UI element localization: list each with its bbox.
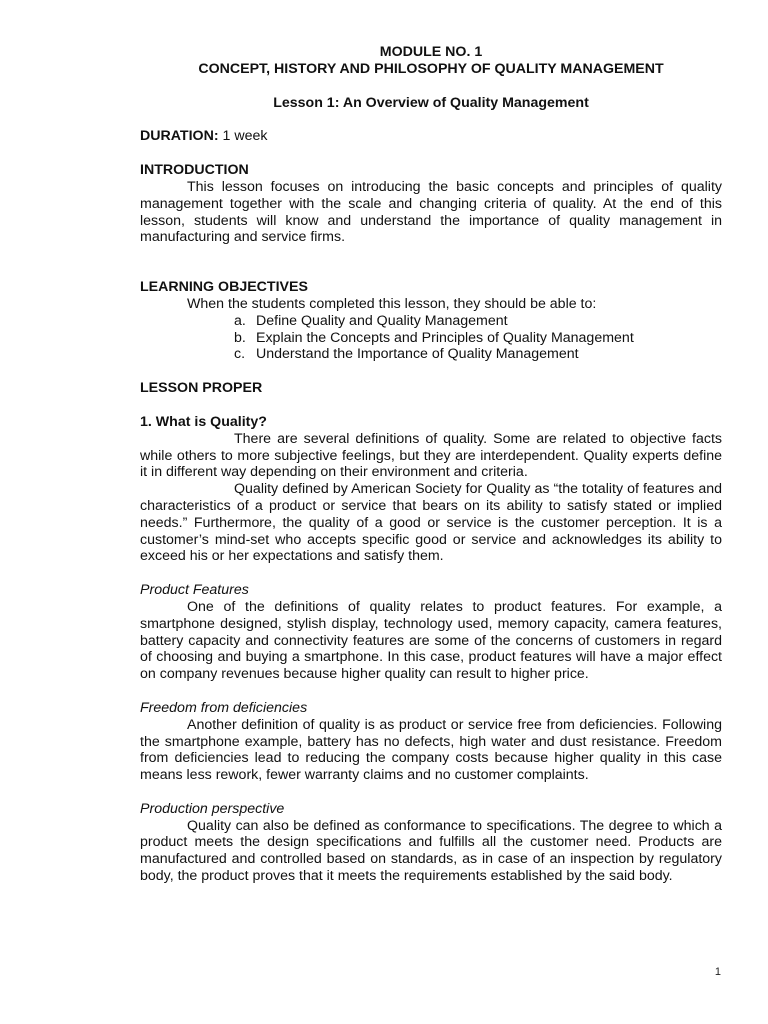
objectives-list xyxy=(140,313,722,363)
duration-line xyxy=(140,128,722,145)
objective-letter: c. xyxy=(234,346,246,363)
introduction-heading: INTRODUCTION xyxy=(140,162,249,179)
objective-item xyxy=(140,313,722,330)
product-features-paragraph: One of the definitions of quality relates to product features. For example, a smartphone designed, stylish display, technology used, memory capacity, camera features, battery capacity and connectivity features are some of the concerns of customers in regard of choosing and buying a smartphone. In this case, product features will have a major effect on company revenues because higher quality can result to higher price. xyxy=(140,598,722,683)
module-title: CONCEPT, HISTORY AND PHILOSOPHY OF QUALITY MANAGEMENT xyxy=(198,60,664,77)
objective-letter: a. xyxy=(234,312,246,329)
duration-value: 1 week xyxy=(218,128,268,145)
lesson-title: Lesson 1: An Overview of Quality Management xyxy=(273,94,589,111)
objective-item xyxy=(140,330,722,347)
freedom-heading: Freedom from deficiencies xyxy=(140,699,308,716)
production-paragraph: Quality can also be defined as conformance to specifications. The degree to which a product meets the design specifications and fulfills all the customer need. Products are manufactured and controlled based on standards, as in case of an inspection by regulatory body, the product proves that it meets the requirements established by the said body. xyxy=(140,817,722,885)
freedom-paragraph: Another definition of quality is as product or service free from deficiencies. Following the smartphone example, battery has no defects, high water and dust resistance. Freedom from deficiencies lead to reducing the company costs because higher quality in this case means less rework, fewer warranty claims and no customer complaints. xyxy=(140,716,722,784)
quality-paragraph-1: There are several definitions of quality. Some are related to objective facts while others to more subjective feelings, but they are interdependent. Quality experts define it in different way depending on their environment and criteria. xyxy=(140,430,722,481)
objective-letter: b. xyxy=(234,329,246,346)
page-number: 1 xyxy=(714,966,721,978)
objectives-intro: When the students completed this lesson, they should be able to: xyxy=(187,295,597,312)
quality-paragraph-2: Quality defined by American Society for Quality as “the totality of features and characteristics of a product or service that bears on its ability to satisfy stated or implied needs.” Furthermore, the quality of a good or service is the customer perception. It is a customer’s mind-set who accepts specific good or service and acknowledges its ability to exceed his or her expectations and satisfy them. xyxy=(140,481,722,565)
objective-text: Understand the Importance of Quality Management xyxy=(256,346,579,363)
objective-text: Explain the Concepts and Principles of Quality Management xyxy=(256,329,634,346)
objectives-heading: LEARNING OBJECTIVES xyxy=(140,279,308,296)
objective-text: Define Quality and Quality Management xyxy=(256,312,508,329)
document-page xyxy=(140,44,722,885)
objective-item xyxy=(140,346,722,363)
introduction-paragraph: This lesson focuses on introducing the basic concepts and principles of quality management together with the scale and changing criteria of quality. At the end of this lesson, students will know and understand the importance of quality management in manufacturing and service firms. xyxy=(140,178,722,246)
product-features-heading: Product Features xyxy=(140,582,249,599)
lesson-proper-heading: LESSON PROPER xyxy=(140,380,263,397)
duration-label: DURATION: xyxy=(140,128,219,145)
what-is-quality-heading: 1. What is Quality? xyxy=(140,413,267,430)
production-heading: Production perspective xyxy=(140,800,285,817)
module-number: MODULE NO. 1 xyxy=(379,44,483,60)
